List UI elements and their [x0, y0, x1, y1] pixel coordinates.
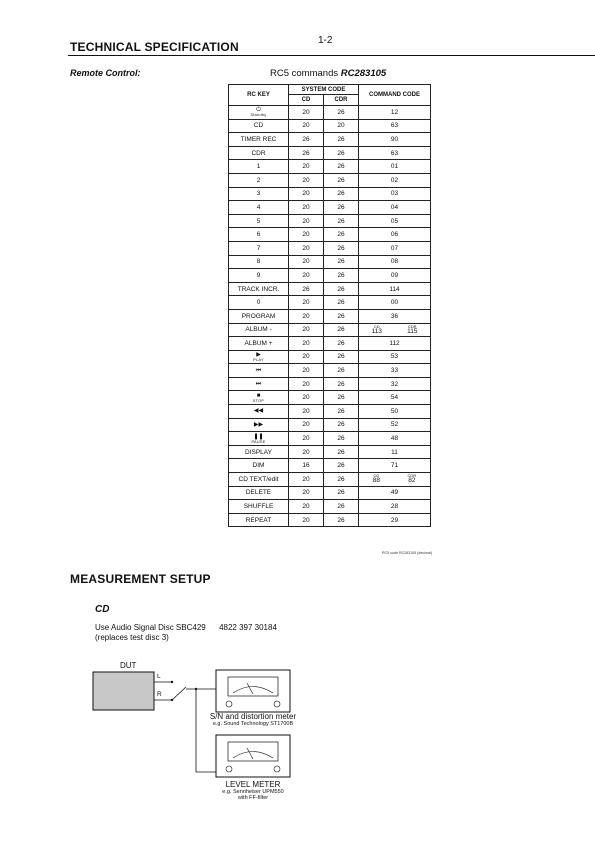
command-code-cell: 33: [359, 364, 431, 378]
key-symbol-icon: ▶: [256, 351, 261, 358]
rc-key-cell: CD: [229, 119, 289, 133]
dut-label: DUT: [120, 661, 137, 670]
system-code-cdr-cell: 26: [324, 160, 359, 174]
system-code-cdr-cell: 26: [324, 350, 359, 364]
system-code-cd-cell: 20: [289, 160, 324, 174]
variant-label: CDR: [407, 323, 417, 329]
system-code-cdr-cell: 26: [324, 459, 359, 473]
command-code-cell: 29: [359, 513, 431, 527]
command-code-cell: 53: [359, 350, 431, 364]
system-code-cdr-cell: 26: [324, 269, 359, 283]
header-cdr: CDR: [324, 95, 359, 106]
system-code-cd-cell: 20: [289, 445, 324, 459]
rc-key-cell: 5: [229, 214, 289, 228]
system-code-cd-cell: 26: [289, 133, 324, 147]
command-code-cell: 54: [359, 391, 431, 405]
key-label: PLAY: [253, 357, 264, 362]
system-code-cd-cell: 16: [289, 459, 324, 473]
system-code-cdr-cell: 26: [324, 486, 359, 500]
system-code-cdr-cell: 26: [324, 309, 359, 323]
level-meter-knob-right: [274, 766, 280, 772]
command-code-cell: 63: [359, 119, 431, 133]
rc-key-cell: PROGRAM: [229, 309, 289, 323]
command-code-cell: 114: [359, 282, 431, 296]
level-meter-knob-left: [226, 766, 232, 772]
header-command-code: COMMAND CODE: [359, 85, 431, 106]
system-code-cdr-cell: 26: [324, 432, 359, 446]
variant-label: CD: [373, 473, 380, 479]
disc-line-1: Use Audio Signal Disc SBC429 4822 397 30184: [95, 623, 277, 632]
system-code-cdr-cell: 20: [324, 119, 359, 133]
system-code-cd-cell: 20: [289, 241, 324, 255]
dut-box: [93, 672, 154, 710]
rc-key-cell: 1: [229, 160, 289, 174]
command-code-cell: 48: [359, 432, 431, 446]
rc-key-cell: 2: [229, 173, 289, 187]
rc-key-cell: 4: [229, 201, 289, 215]
system-code-cd-cell: 20: [289, 350, 324, 364]
rc-key-cell: 8: [229, 255, 289, 269]
system-code-cd-cell: 20: [289, 418, 324, 432]
command-code-cell: 05: [359, 214, 431, 228]
command-code-cell: 52: [359, 418, 431, 432]
level-meter-subtitle-1: e.g. Sennheiser UPM550: [222, 789, 284, 795]
key-label: PAUSE: [251, 439, 266, 444]
system-code-cdr-cell: 26: [324, 106, 359, 120]
system-code-cd-cell: 20: [289, 513, 324, 527]
command-code-cell: 01: [359, 160, 431, 174]
command-code-cell: 49: [359, 486, 431, 500]
system-code-cd-cell: 20: [289, 364, 324, 378]
rc-key-cell: 0: [229, 296, 289, 310]
rc-key-cell: ALBUM +: [229, 337, 289, 351]
header-cd: CD: [289, 95, 324, 106]
system-code-cd-cell: 20: [289, 500, 324, 514]
switch-contact-l: [171, 681, 173, 683]
system-code-cd-cell: 20: [289, 255, 324, 269]
system-code-cdr-cell: 26: [324, 513, 359, 527]
variant-value: 113: [371, 327, 382, 335]
system-code-cd-cell: 20: [289, 337, 324, 351]
system-code-cdr-cell: 26: [324, 377, 359, 391]
header-system-code: SYSTEM CODE: [289, 85, 359, 95]
system-code-cdr-cell: 26: [324, 296, 359, 310]
system-code-cd-cell: 20: [289, 432, 324, 446]
system-code-cd-cell: 20: [289, 106, 324, 120]
system-code-cdr-cell: 26: [324, 364, 359, 378]
system-code-cd-cell: 20: [289, 269, 324, 283]
channel-r-label: R: [157, 691, 162, 698]
header-rc-key: RC KEY: [229, 85, 289, 106]
junction-dot: [195, 688, 197, 690]
variant-value: 88: [372, 477, 380, 485]
system-code-cd-cell: 20: [289, 391, 324, 405]
system-code-cdr-cell: 26: [324, 405, 359, 419]
system-code-cd-cell: 20: [289, 323, 324, 337]
system-code-cdr-cell: 26: [324, 255, 359, 269]
system-code-cd-cell: 20: [289, 201, 324, 215]
system-code-cdr-cell: 26: [324, 201, 359, 215]
variant-label: CDR: [407, 473, 417, 479]
system-code-cd-cell: 20: [289, 296, 324, 310]
command-code-cell: 03: [359, 187, 431, 201]
command-code-cell: 71: [359, 459, 431, 473]
rc-key-cell: TRACK INCR.: [229, 282, 289, 296]
key-symbol-icon: ❚❚: [253, 433, 264, 440]
sn-meter-subtitle: e.g. Sound Technology ST1700B: [212, 721, 294, 727]
rc5-model: RC283105: [340, 68, 387, 79]
system-code-cdr-cell: 26: [324, 228, 359, 242]
rc-key-cell: DIM: [229, 459, 289, 473]
disc-line-2: (replaces test disc 3): [95, 633, 169, 642]
command-code-cell: 07: [359, 241, 431, 255]
system-code-cdr-cell: 26: [324, 214, 359, 228]
key-label: Standby: [250, 113, 267, 118]
command-code-cell: 12: [359, 106, 431, 120]
command-code-cell: 11: [359, 445, 431, 459]
system-code-cdr-cell: 26: [324, 187, 359, 201]
remote-control-label: Remote Control:: [70, 68, 141, 78]
command-code-cell: 36: [359, 309, 431, 323]
key-symbol-icon: ⏭: [255, 381, 262, 388]
rc-key-cell: CD TEXT/edit: [229, 473, 289, 487]
system-code-cdr-cell: 26: [324, 391, 359, 405]
system-code-cdr-cell: 26: [324, 418, 359, 432]
system-code-cd-cell: 20: [289, 377, 324, 391]
key-symbol-icon: ▶▶: [253, 421, 264, 428]
command-code-cell: 90: [359, 133, 431, 147]
command-code-cell: 63: [359, 146, 431, 160]
key-symbol-icon: ■: [256, 392, 261, 399]
system-code-cd-cell: 26: [289, 282, 324, 296]
system-code-cd-cell: 20: [289, 119, 324, 133]
key-label: STOP: [252, 398, 265, 403]
key-symbol-icon: ⏮: [255, 367, 262, 374]
command-code-cell: 04: [359, 201, 431, 215]
system-code-cd-cell: 20: [289, 187, 324, 201]
system-code-cdr-cell: 26: [324, 282, 359, 296]
system-code-cdr-cell: 26: [324, 323, 359, 337]
level-meter-title: LEVEL METER: [225, 780, 281, 789]
switch-contact-r: [171, 699, 173, 701]
sn-meter-knob-left: [226, 701, 232, 707]
selector-switch: [172, 687, 186, 700]
measurement-title: MEASUREMENT SETUP: [70, 572, 211, 586]
system-code-cd-cell: 20: [289, 173, 324, 187]
cd-subtitle: CD: [95, 604, 110, 615]
command-code-cell: 02: [359, 173, 431, 187]
system-code-cdr-cell: 26: [324, 173, 359, 187]
command-code-cell: 32: [359, 377, 431, 391]
sn-meter-knob-right: [274, 701, 280, 707]
key-symbol-icon: ⏻: [256, 107, 261, 114]
rc-key-cell: REPEAT: [229, 513, 289, 527]
command-code-cell: 112: [359, 337, 431, 351]
variant-value: 115: [407, 327, 418, 335]
variant-label: CD: [373, 323, 380, 329]
variant-value: 82: [408, 477, 416, 485]
system-code-cd-cell: 20: [289, 486, 324, 500]
system-code-cdr-cell: 26: [324, 337, 359, 351]
system-code-cdr-cell: 26: [324, 445, 359, 459]
sn-meter-caption: [196, 712, 310, 727]
system-code-cdr-cell: 26: [324, 241, 359, 255]
system-code-cd-cell: 20: [289, 473, 324, 487]
system-code-cdr-cell: 26: [324, 146, 359, 160]
system-code-cdr-cell: 26: [324, 500, 359, 514]
key-symbol-icon: ◀◀: [253, 408, 264, 415]
system-code-cd-cell: 26: [289, 146, 324, 160]
rc-key-cell: 9: [229, 269, 289, 283]
rc-key-cell: 7: [229, 241, 289, 255]
rc-key-cell: DISPLAY: [229, 445, 289, 459]
table-footnote: RC5 code RC283105 (decimal): [382, 551, 432, 555]
command-code-cell: 08: [359, 255, 431, 269]
rc-key-cell: 3: [229, 187, 289, 201]
rc-key-cell: 6: [229, 228, 289, 242]
rc-key-cell: SHUFFLE: [229, 500, 289, 514]
rc-key-cell: CDR: [229, 146, 289, 160]
rc-key-cell: DELETE: [229, 486, 289, 500]
system-code-cd-cell: 20: [289, 228, 324, 242]
sn-meter-title: S/N and distortion meter: [209, 712, 297, 721]
system-code-cdr-cell: 26: [324, 473, 359, 487]
channel-l-label: L: [157, 673, 161, 680]
system-code-cd-cell: 20: [289, 214, 324, 228]
command-code-cell: 09: [359, 269, 431, 283]
command-code-cell: 06: [359, 228, 431, 242]
command-code-cell: 50: [359, 405, 431, 419]
rc-key-cell: ALBUM -: [229, 323, 289, 337]
command-code-cell: 28: [359, 500, 431, 514]
system-code-cd-cell: 20: [289, 405, 324, 419]
level-meter-caption: [196, 780, 310, 801]
level-meter-subtitle-2: with FF-filter: [237, 795, 269, 801]
section-title: TECHNICAL SPECIFICATION: [70, 40, 239, 54]
rc-key-cell: TIMER REC: [229, 133, 289, 147]
system-code-cd-cell: 20: [289, 309, 324, 323]
command-code-cell: 00: [359, 296, 431, 310]
system-code-cdr-cell: 26: [324, 133, 359, 147]
rc5-commands-prefix: RC5 commands: [270, 68, 341, 79]
page-number: 1-2: [318, 35, 333, 46]
